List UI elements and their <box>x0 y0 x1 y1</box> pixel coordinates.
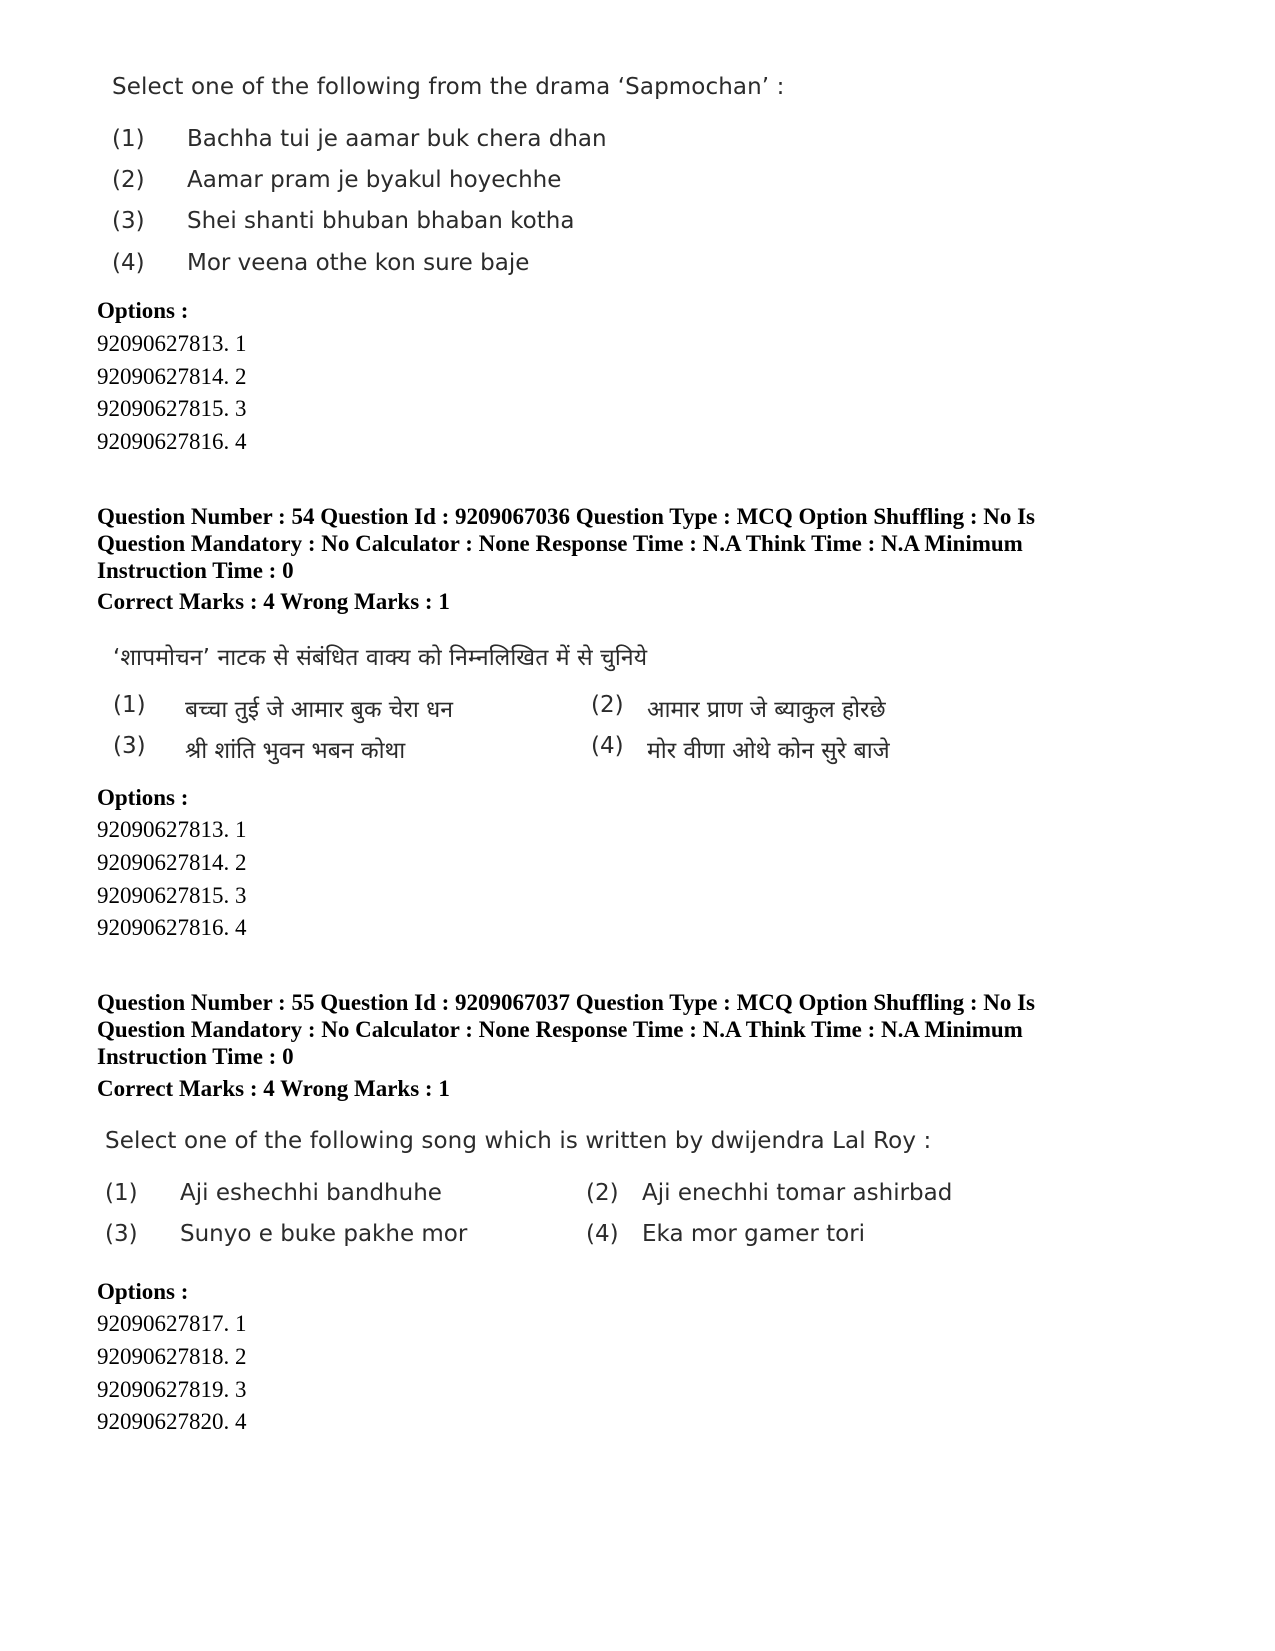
choice-text: श्री शांति भुवन भबन कोथा <box>185 738 406 764</box>
q54-option-3: 92090627815. 3 <box>97 883 247 908</box>
q55-option-3: 92090627819. 3 <box>97 1377 247 1402</box>
q55-option-2: 92090627818. 2 <box>97 1344 247 1369</box>
q55-choice-4 <box>586 1221 966 1251</box>
q55-option-4: 92090627820. 4 <box>97 1409 247 1434</box>
choice-number: (3) <box>105 1221 138 1247</box>
choice-number: (1) <box>113 692 146 718</box>
q54-marks: Correct Marks : 4 Wrong Marks : 1 <box>97 589 450 614</box>
q54-choice-3 <box>113 733 553 765</box>
q54-choice-2 <box>591 692 931 724</box>
choice-number: (4) <box>586 1221 619 1247</box>
q55-choice-1 <box>105 1180 545 1210</box>
choice-number: (4) <box>112 250 145 276</box>
q55-stem-text: Select one of the following song which is written by dwijendra Lal Roy : <box>105 1128 932 1154</box>
q54-choice-1 <box>113 692 553 724</box>
choice-text: Shei shanti bhuban bhaban kotha <box>187 208 575 234</box>
q54-stem-text: ‘शापमोचन’ नाटक से संबंधित वाक्य को निम्नलिखित में से चुनिये <box>113 645 648 671</box>
q53-choice-1 <box>112 126 712 156</box>
choice-text: Eka mor gamer tori <box>642 1221 866 1247</box>
q55-meta-line-1: Question Number : 55 Question Id : 9209067037 Question Type : MCQ Option Shuffling : No Is <box>97 990 1036 1015</box>
q55-metadata <box>97 989 1197 1070</box>
choice-number: (2) <box>586 1180 619 1206</box>
q54-options-heading: Options : <box>97 785 189 810</box>
q55-choice-3 <box>105 1221 545 1251</box>
q53-choice-4 <box>112 250 712 280</box>
q55-meta-line-3: Instruction Time : 0 <box>97 1044 294 1069</box>
choice-number: (3) <box>112 208 145 234</box>
choice-text: Bachha tui je aamar buk chera dhan <box>187 126 607 152</box>
choice-number: (2) <box>112 167 145 193</box>
q54-meta-line-3: Instruction Time : 0 <box>97 558 294 583</box>
q53-choice-3 <box>112 208 712 238</box>
q54-meta-line-1: Question Number : 54 Question Id : 9209067036 Question Type : MCQ Option Shuffling : No Is <box>97 504 1036 529</box>
choice-text: Mor veena othe kon sure baje <box>187 250 530 276</box>
choice-text: बच्चा तुई जे आमार बुक चेरा धन <box>185 697 454 723</box>
q55-options-heading: Options : <box>97 1279 189 1304</box>
choice-text: आमार प्राण जे ब्याकुल होरछे <box>647 697 886 723</box>
q53-option-2: 92090627814. 2 <box>97 364 247 389</box>
q54-option-1: 92090627813. 1 <box>97 817 247 842</box>
q53-choice-2 <box>112 167 712 197</box>
choice-text: Aji eshechhi bandhuhe <box>180 1180 442 1206</box>
choice-text: Aamar pram je byakul hoyechhe <box>187 167 562 193</box>
q54-meta-line-2: Question Mandatory : No Calculator : None Response Time : N.A Think Time : N.A Minimum <box>97 531 1023 556</box>
choice-text: Sunyo e buke pakhe mor <box>180 1221 468 1247</box>
q55-meta-line-2: Question Mandatory : No Calculator : None Response Time : N.A Think Time : N.A Minimum <box>97 1017 1023 1042</box>
q55-marks: Correct Marks : 4 Wrong Marks : 1 <box>97 1076 450 1101</box>
q54-choice-4 <box>591 733 931 765</box>
choice-number: (1) <box>105 1180 138 1206</box>
choice-number: (1) <box>112 126 145 152</box>
choice-number: (2) <box>591 692 624 718</box>
q53-stem-text: Select one of the following from the drama ‘Sapmochan’ : <box>112 74 785 100</box>
q55-choice-2 <box>586 1180 966 1210</box>
choice-text: Aji enechhi tomar ashirbad <box>642 1180 953 1206</box>
choice-number: (4) <box>591 733 624 759</box>
q53-option-4: 92090627816. 4 <box>97 429 247 454</box>
q54-option-4: 92090627816. 4 <box>97 915 247 940</box>
q54-option-2: 92090627814. 2 <box>97 850 247 875</box>
q53-option-3: 92090627815. 3 <box>97 396 247 421</box>
q55-option-1: 92090627817. 1 <box>97 1311 247 1336</box>
q53-options-heading: Options : <box>97 298 189 323</box>
q53-option-1: 92090627813. 1 <box>97 331 247 356</box>
choice-number: (3) <box>113 733 146 759</box>
choice-text: मोर वीणा ओथे कोन सुरे बाजे <box>647 738 890 764</box>
q54-metadata <box>97 503 1197 584</box>
